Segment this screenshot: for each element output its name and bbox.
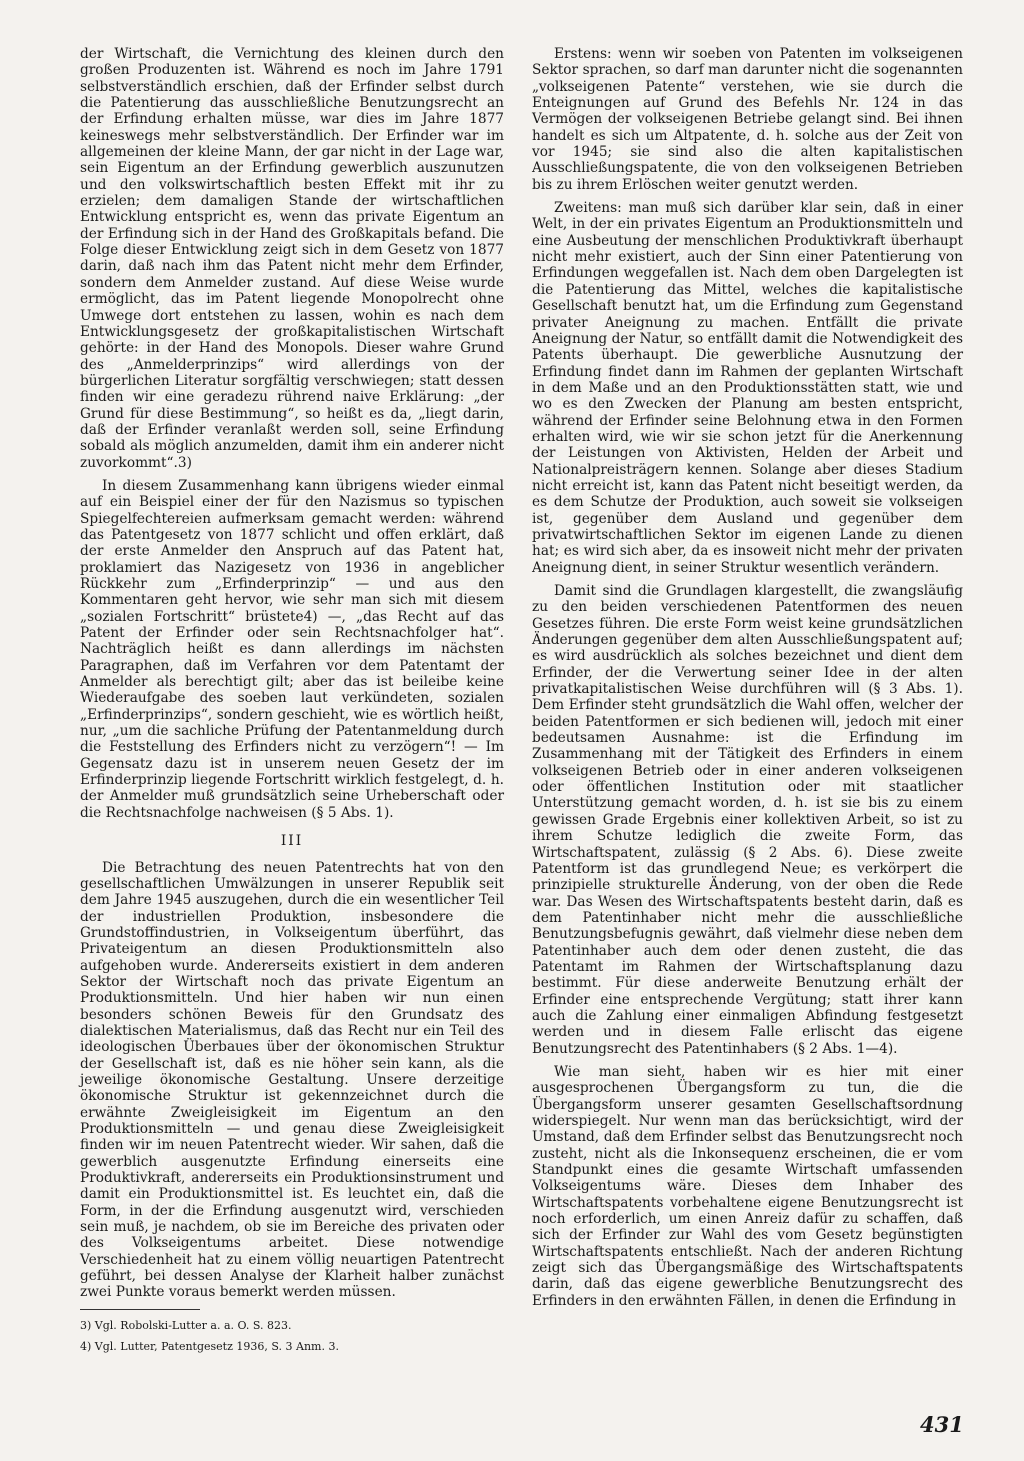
right-column xyxy=(532,46,963,1316)
paragraph: Erstens: wenn wir soeben von Patenten im volkseigenen Sektor sprachen, so darf man darunter nicht die sogenannten „volkseigenen Patente“ verstehen, wie sie durch die Enteignungen auf Grund des Befehls Nr. 124 in das Vermögen der volkseigenen Betriebe gelangt sind. Bei ihnen handelt es sich um Altpatente, d. h. solche aus der Zeit von vor 1945; sie sind also die alten kapitalistischen Ausschließungspatente, die von den volkseigenen Betrieben bis zu ihrem Erlöschen weiter genutzt werden. xyxy=(532,46,963,193)
page-number: 431 xyxy=(920,1412,964,1437)
paragraph: In diesem Zusammenhang kann übrigens wieder einmal auf ein Beispiel einer der für den Nazismus so typischen Spiegelfechtereien aufmerksam gemacht werden: während das Patentgesetz von 1877 schlicht und offen erklärt, daß der erste Anmelder den Anspruch auf das Patent hat, proklamiert das Nazigesetz von 1936 in angeblicher Rückkehr zum „Erfinderprinzip“ — und aus den Kommentaren geht hervor, wie sehr man sich mit diesem „sozialen Fortschritt“ brüstete4) —, „das Recht auf das Patent der Erfinder oder sein Rechtsnachfolger hat“. Nachträglich heißt es dann allerdings im nächsten Paragraphen, daß im Verfahren vor dem Patentamt der Anmelder als berechtigt gilt; aber das ist beileibe keine Wiederaufgabe des soeben laut verkündeten, sozialen „Erfinderprinzips“, sondern geschieht, wie es wörtlich heißt, nur, „um die sachliche Prüfung der Patentanmeldung durch die Feststellung des Erfinders nicht zu verzögern“! — Im Gegensatz dazu ist in unserem neuen Gesetz der im Erfinderprinzip liegende Fortschritt wirklich festgelegt, d. h. der Anmelder muß grundsätzlich seine Urheberschaft oder die Rechtsnachfolge nachweisen (§ 5 Abs. 1). xyxy=(80,477,504,821)
paragraph: Zweitens: man muß sich darüber klar sein, daß in einer Welt, in der ein privates Eigentum an Produktionsmitteln und eine Ausbeutung der menschlichen Produktivkraft überhaupt nicht mehr existiert, auch der Sinn einer Patentierung von Erfindungen weggefallen ist. Nach dem oben Dargelegten ist die Patentierung das Mittel, welches die kapitalistische Gesellschaft benutzt hat, um die Erfindung zum Gegenstand privater Aneignung zu machen. Entfällt die private Aneignung der Natur, so entfällt damit die Notwendigkeit des Patents überhaupt. Die gewerbliche Ausnutzung der Erfindung findet dann im Rahmen der geplanten Wirtschaft in dem Maße und an den Produktionsstätten statt, wie und wo es den Zwecken der Planung am besten entspricht, während der Erfinder seine Belohnung etwa in den Formen erhalten wird, wie wir sie schon jetzt für die Anerkennung der Leistungen von Aktivisten, Helden der Arbeit und Nationalpreisträgern kennen. Solange aber dieses Stadium nicht erreicht ist, kann das Patent nicht beseitigt werden, da es dem Schutze der Produktion, auch soweit sie volkseigen ist, gegenüber dem Ausland und gegenüber dem privatwirtschaftlichen Sektor im eigenen Lande zu dienen hat; es wird sich aber, da es insoweit nicht mehr der privaten Aneignung dient, in seiner Struktur wesentlich verändern. xyxy=(532,200,963,576)
footnote: 4) Vgl. Lutter, Patentgesetz 1936, S. 3 Anm. 3. xyxy=(80,1339,339,1353)
section-heading: III xyxy=(280,833,304,850)
footnote: 3) Vgl. Robolski-Lutter a. a. O. S. 823. xyxy=(80,1318,292,1332)
footnote-rule xyxy=(80,1309,200,1310)
paragraph: der Wirtschaft, die Vernichtung des kleinen durch den großen Produzenten ist. Während es noch im Jahre 1791 selbstverständlich erschien, daß der Erfinder selbst durch die Patentierung das ausschließliche Benutzungsrecht an der Erfindung erhalten müsse, war dies im Jahre 1877 keineswegs mehr selbstverständlich. Der Erfinder war im allgemeinen der kleine Mann, der gar nicht in der Lage war, sein Eigentum an der Erfindung gewerblich auszunutzen und den volkswirtschaftlich besten Effekt mit ihr zu erzielen; dem damaligen Stande der wirtschaftlichen Entwicklung entspricht es, wenn das private Eigentum an der Erfindung sich in der Hand des Großkapitals befand. Die Folge dieser Entwicklung zeigt sich in dem Gesetz von 1877 darin, daß nach ihm das Patent nicht mehr dem Erfinder, sondern dem Anmelder zustand. Auf diese Weise wurde ermöglicht, das im Patent liegende Monopolrecht ohne Umwege dort entstehen zu lassen, wohin es nach dem Entwicklungsgesetz der großkapitalistischen Wirtschaft gehörte: in der Hand des Monopols. Dieser wahre Grund des „Anmelderprinzips“ wird allerdings von der bürgerlichen Literatur sorgfältig verschwiegen; statt dessen finden wir eine geradezu rührend naive Erklärung: „der Grund für diese Bestimmung“, so heißt es da, „liegt darin, daß der Erfinder veranlaßt werden soll, seine Erfindung sobald als möglich anzumelden, damit ihm ein anderer nicht zuvorkommt“.3) xyxy=(80,46,504,471)
paragraph: Die Betrachtung des neuen Patentrechts hat von den gesellschaftlichen Umwälzungen in unserer Republik seit dem Jahre 1945 auszugehen, durch die ein wesentlicher Teil der industriellen Produktion, insbesondere die Grundstoffindustrien, in Volkseigentum überführt, das Privateigentum an diesen Produktionsmitteln also aufgehoben wurde. Andererseits existiert in dem anderen Sektor der Wirtschaft noch das private Eigentum an Produktionsmitteln. Und hier haben wir nun einen besonders schönen Beweis für den Grundsatz des dialektischen Materialismus, daß das Recht nur ein Teil des ideologischen Überbaues über der ökonomischen Struktur der Gesellschaft ist, daß es nie höher sein kann, als die jeweilige ökonomische Gestaltung. Unsere derzeitige ökonomische Struktur ist gekennzeichnet durch die erwähnte Zweigleisigkeit im Eigentum an den Produktionsmitteln — und genau diese Zweigleisigkeit finden wir im neuen Patentrecht wieder. Wir sahen, daß die gewerblich ausgenutzte Erfindung einerseits eine Produktivkraft, andererseits ein Produktionsinstrument und damit ein Produktionsmittel ist. Es leuchtet ein, daß die Form, in der die Erfindung ausgenutzt wird, verschieden sein muß, je nachdem, ob sie im Bereiche des privaten oder des Volkseigentums arbeitet. Diese notwendige Verschiedenheit hat zu einem völlig neuartigen Patentrecht geführt, bei dessen Analyse der Klarheit halber zunächst zwei Punkte voraus bemerkt werden müssen. xyxy=(80,859,504,1301)
paragraph: Damit sind die Grundlagen klargestellt, die zwangsläufig zu den beiden verschiedenen Patentformen des neuen Gesetzes führen. Die erste Form weist keine grundsätzlichen Änderungen gegenüber dem alten Ausschließungspatent auf; es wird ausdrücklich als solches bezeichnet und dient dem Erfinder, der die Verwertung seiner Idee in der alten privatkapitalistischen Weise durchführen will (§ 3 Abs. 1). Dem Erfinder steht grundsätzlich die Wahl offen, welcher der beiden Patentformen er sich bedienen will, jedoch mit einer bedeutsamen Ausnahme: ist die Erfindung im Zusammenhang mit der Tätigkeit des Erfinders in einem volkseigenen Betrieb oder in einer anderen volkseigenen oder öffentlichen Institution oder mit staatlicher Unterstützung gemacht worden, d. h. ist sie bis zu einem gewissen Grade Ergebnis einer kollektiven Arbeit, so ist zu ihrem Schutze lediglich die zweite Form, das Wirtschaftspatent, zulässig (§ 2 Abs. 6). Diese zweite Patentform ist das grundlegend Neue; es verkörpert die prinzipielle strukturelle Änderung, von der oben die Rede war. Das Wesen des Wirtschaftspatents besteht darin, daß es dem Patentinhaber nicht mehr die ausschließliche Benutzungsbefugnis gewährt, daß vielmehr diese neben dem Patentinhaber auch dem oder denen zusteht, die das Patentamt im Rahmen der Wirtschaftsplanung dazu bestimmt. Für diese anderweite Benutzung erhält der Erfinder eine entsprechende Vergütung; statt ihrer kann auch die Zahlung einer einmaligen Abfindung festgesetzt werden und in diesem Falle erlischt das eigene Benutzungsrecht des Patentinhabers (§ 2 Abs. 1—4). xyxy=(532,583,963,1057)
left-column xyxy=(80,46,504,1361)
paragraph: Wie man sieht, haben wir es hier mit einer ausgesprochenen Übergangsform zu tun, die die Übergangsform unserer gesamten Gesellschaftsordnung widerspiegelt. Nur wenn man das berücksichtigt, wird der Umstand, daß dem Erfinder selbst das Benutzungsrecht noch zusteht, nicht als die Inkonsequenz erscheinen, die er vom Standpunkt eines die gesamte Wirtschaft umfassenden Volkseigentums wäre. Dieses dem Inhaber des Wirtschaftspatents vorbehaltene eigene Benutzungsrecht ist noch erforderlich, um einen Anreiz dafür zu schaffen, daß sich der Erfinder zur Wahl des vom Gesetz begünstigten Wirtschaftspatents entschließt. Nach der anderen Richtung zeigt sich das Übergangsmäßige des Wirtschaftspatents darin, daß das eigene gewerbliche Benutzungsrecht des Erfinders in den erwähnten Fällen, in denen die Erfindung in xyxy=(532,1063,963,1309)
